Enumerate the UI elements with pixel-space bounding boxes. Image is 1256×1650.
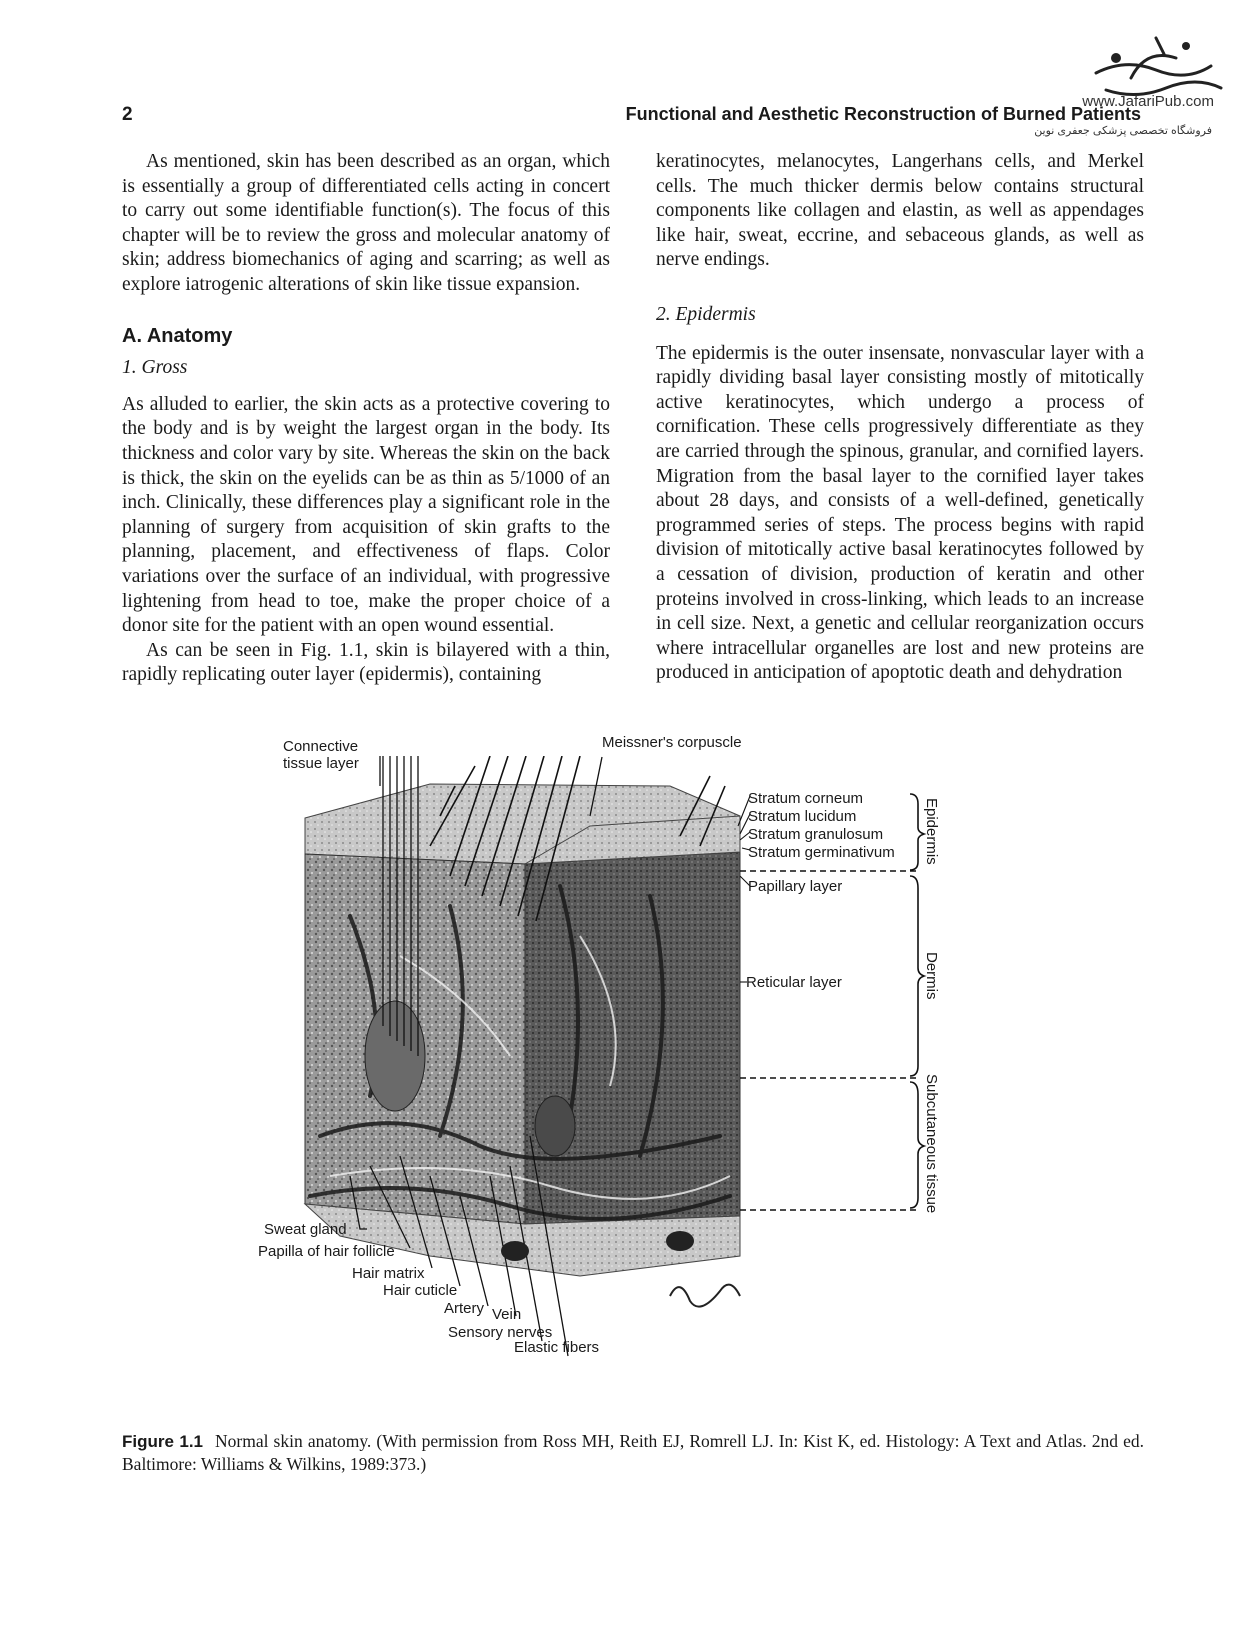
- figure-skin-anatomy: [250, 734, 1020, 1416]
- artist-signature: [670, 1285, 740, 1307]
- page-number: 2: [122, 104, 133, 125]
- continuation-paragraph: keratinocytes, melanocytes, Langerhans cells, and Merkel cells. The much thicker dermis below contains structural components like collagen and elastin, as well as appendages like hair, sweat, eccrine, and sebaceous glands, as well as nerve endings.: [656, 151, 1144, 271]
- caption-label: Figure 1.1: [122, 1432, 204, 1451]
- label-connective-tissue: Connective tissue layer: [283, 738, 359, 772]
- label-papillary-layer: Papillary layer: [748, 878, 843, 895]
- caption-text: Normal skin anatomy. (With permission from Ross MH, Reith EJ, Romrell LJ. In: Kist K, ed. Histology: A Text and Atlas. 2nd ed. Baltimore: Williams & Wilkins, 1989:373.): [122, 1431, 1144, 1474]
- label-papilla-hair-follicle: Papilla of hair follicle: [258, 1243, 395, 1260]
- label-meissner: Meissner's corpuscle: [602, 734, 742, 751]
- label-stratum-germinativum: Stratum germinativum: [748, 844, 895, 861]
- bracket-label-dermis: Dermis: [923, 952, 940, 1000]
- label-stratum-granulosum: Stratum granulosum: [748, 826, 884, 843]
- subsection-heading-epidermis: 2. Epidermis: [656, 303, 756, 325]
- label-stratum-lucidum: Stratum lucidum: [748, 808, 857, 825]
- subsection-heading-gross: 1. Gross: [122, 357, 188, 379]
- label-sensory-nerves: Sensory nerves: [448, 1324, 553, 1341]
- left-column: [122, 150, 610, 688]
- label-stratum-corneum: Stratum corneum: [748, 790, 864, 807]
- gross-paragraph: As alluded to earlier, the skin acts as a protective covering to the body and is by weight the largest organ in the body. Its thickness and color vary by site. Whereas the skin on the back is thick, the skin on the eyelids can be as thin as 5/1000 of an inch. Clinically, these differences play a significant role in the planning of surgery from acquisition of skin grafts to the planning, placement, and effectiveness of flaps. Color variations over the surface of an individual, with progressive lightening from head to toe, make the proper choice of a donor site for the patient with an open wound essential.: [122, 393, 610, 637]
- label-elastic-fibers: Elastic fibers: [514, 1339, 600, 1356]
- bilayer-paragraph: As can be seen in Fig. 1.1, skin is bilayered with a thin, rapidly replicating outer layer (epidermis), containing: [122, 639, 610, 686]
- label-hair-matrix: Hair matrix: [352, 1265, 425, 1282]
- watermark-url: www.JafariPub.com: [1082, 93, 1214, 110]
- section-heading-anatomy: A. Anatomy: [122, 324, 233, 347]
- label-artery: Artery: [444, 1300, 485, 1317]
- right-column: [656, 150, 1144, 686]
- label-sweat-gland: Sweat gland: [264, 1221, 347, 1238]
- bracket-label-subcutaneous: Subcutaneous tissue: [923, 1074, 940, 1214]
- label-reticular-layer: Reticular layer: [746, 974, 842, 991]
- intro-paragraph: As mentioned, skin has been described as an organ, which is essentially a group of differentiated cells acting in concert to carry out some identifiable function(s). The focus of this chapter will be to review the gross and molecular anatomy of skin; address biomechanics of aging and scarring; as well as explore iatrogenic alterations of skin like tissue expansion.: [122, 151, 610, 295]
- skin-illustration: [250, 756, 1020, 1416]
- label-vein: Vein: [492, 1306, 522, 1323]
- epidermis-paragraph: The epidermis is the outer insensate, nonvascular layer with a rapidly dividing basal layer consisting mostly of mitotically active keratinocytes, which undergo a process of cornification. These cells progressively differentiate as they are carried through the spinous, granular, and cornified layers. Migration from the basal layer to the cornified layer takes about 28 days, and consists of a well-defined, genetically programmed series of steps. The process begins with rapid division of mitotically active basal keratinocytes followed by a cessation of division, production of keratin and other proteins involved in cross-linking, which leads to an increase in cell size. Next, a genetic and cellular reorganization occurs where intracellular organelles are lost and new proteins are produced in anticipation of apoptotic death and dehydration: [656, 342, 1144, 684]
- running-head: Functional and Aesthetic Reconstruction of Burned Patients: [625, 104, 1141, 124]
- figure-caption: [122, 1430, 1144, 1476]
- bracket-label-epidermis: Epidermis: [923, 798, 940, 865]
- label-hair-cuticle: Hair cuticle: [383, 1282, 458, 1299]
- publisher-logo: [1036, 18, 1236, 138]
- watermark-persian-text: فروشگاه تخصصی پزشکی جعفری نوین: [1034, 125, 1212, 137]
